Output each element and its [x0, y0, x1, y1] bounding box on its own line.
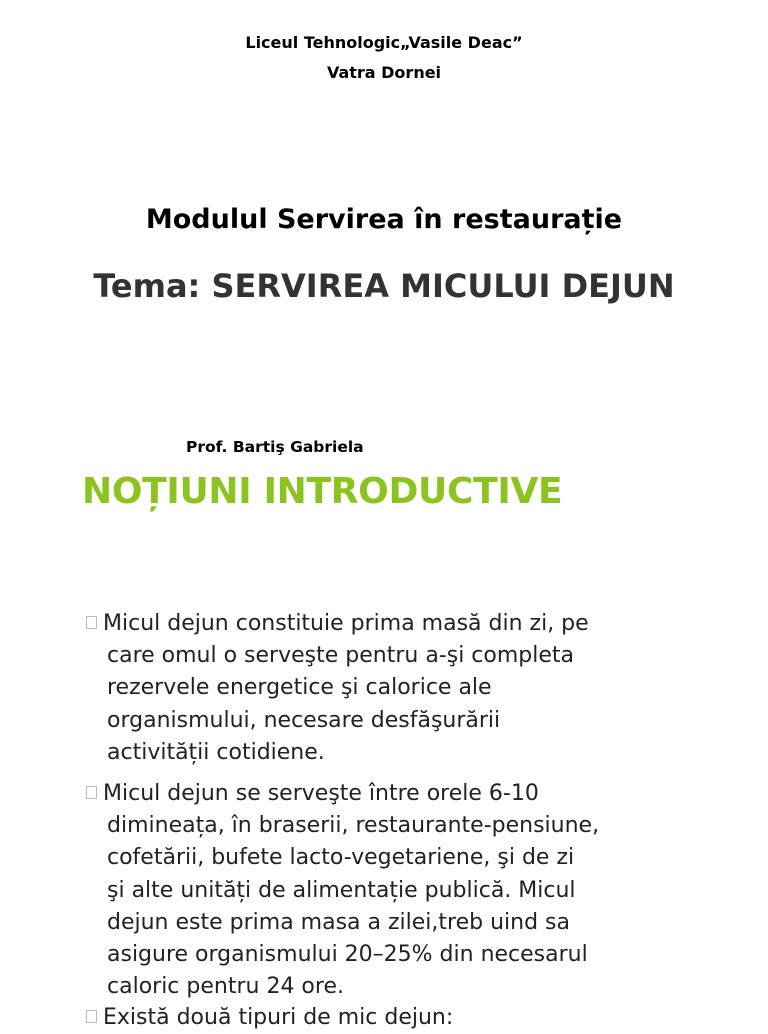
bullet-paragraph — [86, 778, 686, 1003]
bullet-line: Există două tipuri de mic dejun: — [86, 1002, 686, 1034]
bullet-line: Micul dejun constituie prima masă din zi, pe — [86, 608, 686, 640]
bullet-line: caloric pentru 24 ore. — [107, 974, 344, 1000]
bullet-line: asigure organismului 20–25% din necesarul — [107, 942, 588, 968]
bullet-marker-icon — [86, 786, 97, 799]
bullet-line: organismului, necesare desfăşurării — [107, 707, 501, 733]
bullet-paragraph — [86, 608, 686, 769]
author-name: Prof. Bartiş Gabriela — [186, 438, 364, 456]
theme-title: Tema: SERVIREA MICULUI DEJUN — [93, 267, 675, 305]
module-title: Modulul Servirea în restaurație — [145, 204, 623, 235]
school-name: Liceul Tehnologic„Vasile Deac” — [245, 33, 523, 52]
bullet-line: care omul o serveşte pentru a-şi completa — [107, 643, 575, 669]
bullet-line: dejun este prima masa a zilei,treb uind sa — [107, 909, 570, 935]
bullet-line: cofetării, bufete lacto-vegetariene, şi de zi — [107, 845, 575, 871]
bullet-line: rezervele energetice şi calorice ale — [107, 675, 492, 701]
bullet-paragraph — [86, 1002, 686, 1034]
bullet-marker-icon — [86, 616, 97, 629]
bullet-line: Micul dejun se serveşte între orele 6-10 — [86, 778, 686, 810]
bullet-line: dimineața, în braserii, restaurante-pensiune, — [107, 813, 600, 839]
bullet-line: şi alte unități de alimentație publică. Micul — [107, 877, 576, 903]
bullet-line: activității cotidiene. — [107, 739, 325, 765]
section-heading: NOȚIUNI INTRODUCTIVE — [82, 471, 563, 512]
bullet-marker-icon — [86, 1010, 97, 1023]
school-city: Vatra Dornei — [326, 63, 442, 82]
